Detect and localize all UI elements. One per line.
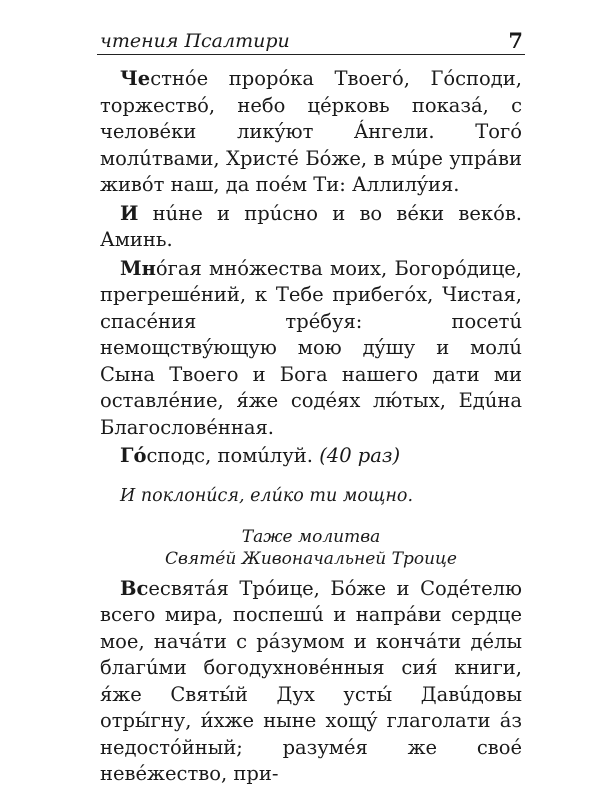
page-header: [97, 28, 525, 55]
paragraph-lord-have-mercy: [100, 443, 522, 470]
paragraph-text: óгая мнóжества моих, Богорóдице, прегрешéний, к Тебе прибегóх, Чистая, спасéния трéбуя: посетú немощствýющую мою дýшу и молú Сына Твоего и Бога нашего дати ми оставлéние, я́же содéях лю́тых, Едúна Благословéнная.: [100, 256, 522, 439]
section-title-line1: Таже молитва: [241, 526, 381, 547]
rubric-note: И поклонúся, елúко ти мощно.: [120, 485, 414, 506]
paragraph-lead: И: [120, 201, 139, 225]
paragraph-text: сподс, помúлуй.: [146, 444, 320, 467]
paragraph-lead: Мн: [120, 256, 156, 280]
paragraph-lead: Гó: [120, 444, 147, 467]
page-body: [100, 66, 522, 788]
paragraph-text: есвятáя Трóице, Бóже и Содéтелю всего мира, поспешú и напрáви сердце мое, начáти с рáзумом и кончáти дéлы благúми богодухновéнныя сия́ книги, я́же Святы́й Дух усты́ Давúдовы отры́гну, и́хже ныне хощý глаголати áз недостóйный; разумéя же своé невéжество, при-: [100, 576, 522, 785]
running-title: чтения Псалтири: [100, 30, 290, 52]
paragraph-lead: Вс: [120, 576, 149, 600]
paragraph-troparion: [100, 66, 522, 199]
paragraph-text: нúне и прúсно и во вéки векóв. Аминь.: [100, 201, 522, 251]
paragraph-text: стнóе прорóка Твоегó, Гóсподи, торжествó, небо цéрковь показá, с человéки ликýют Áнгели. Тогó молúтвами, Христé Бóже, в мúре упрáви живóт наш, да поéм Ти: Аллилýия.: [100, 67, 522, 196]
repetition-count: (40 раз): [319, 444, 401, 467]
paragraph-lead: Че: [120, 67, 151, 90]
section-title-line2: Святéй Живоначальней Троице: [165, 548, 457, 569]
page-number: 7: [508, 28, 523, 53]
paragraph-doxology: [100, 201, 522, 254]
paragraph-trinity-prayer: [100, 576, 522, 788]
paragraph-theotokion: [100, 256, 522, 442]
